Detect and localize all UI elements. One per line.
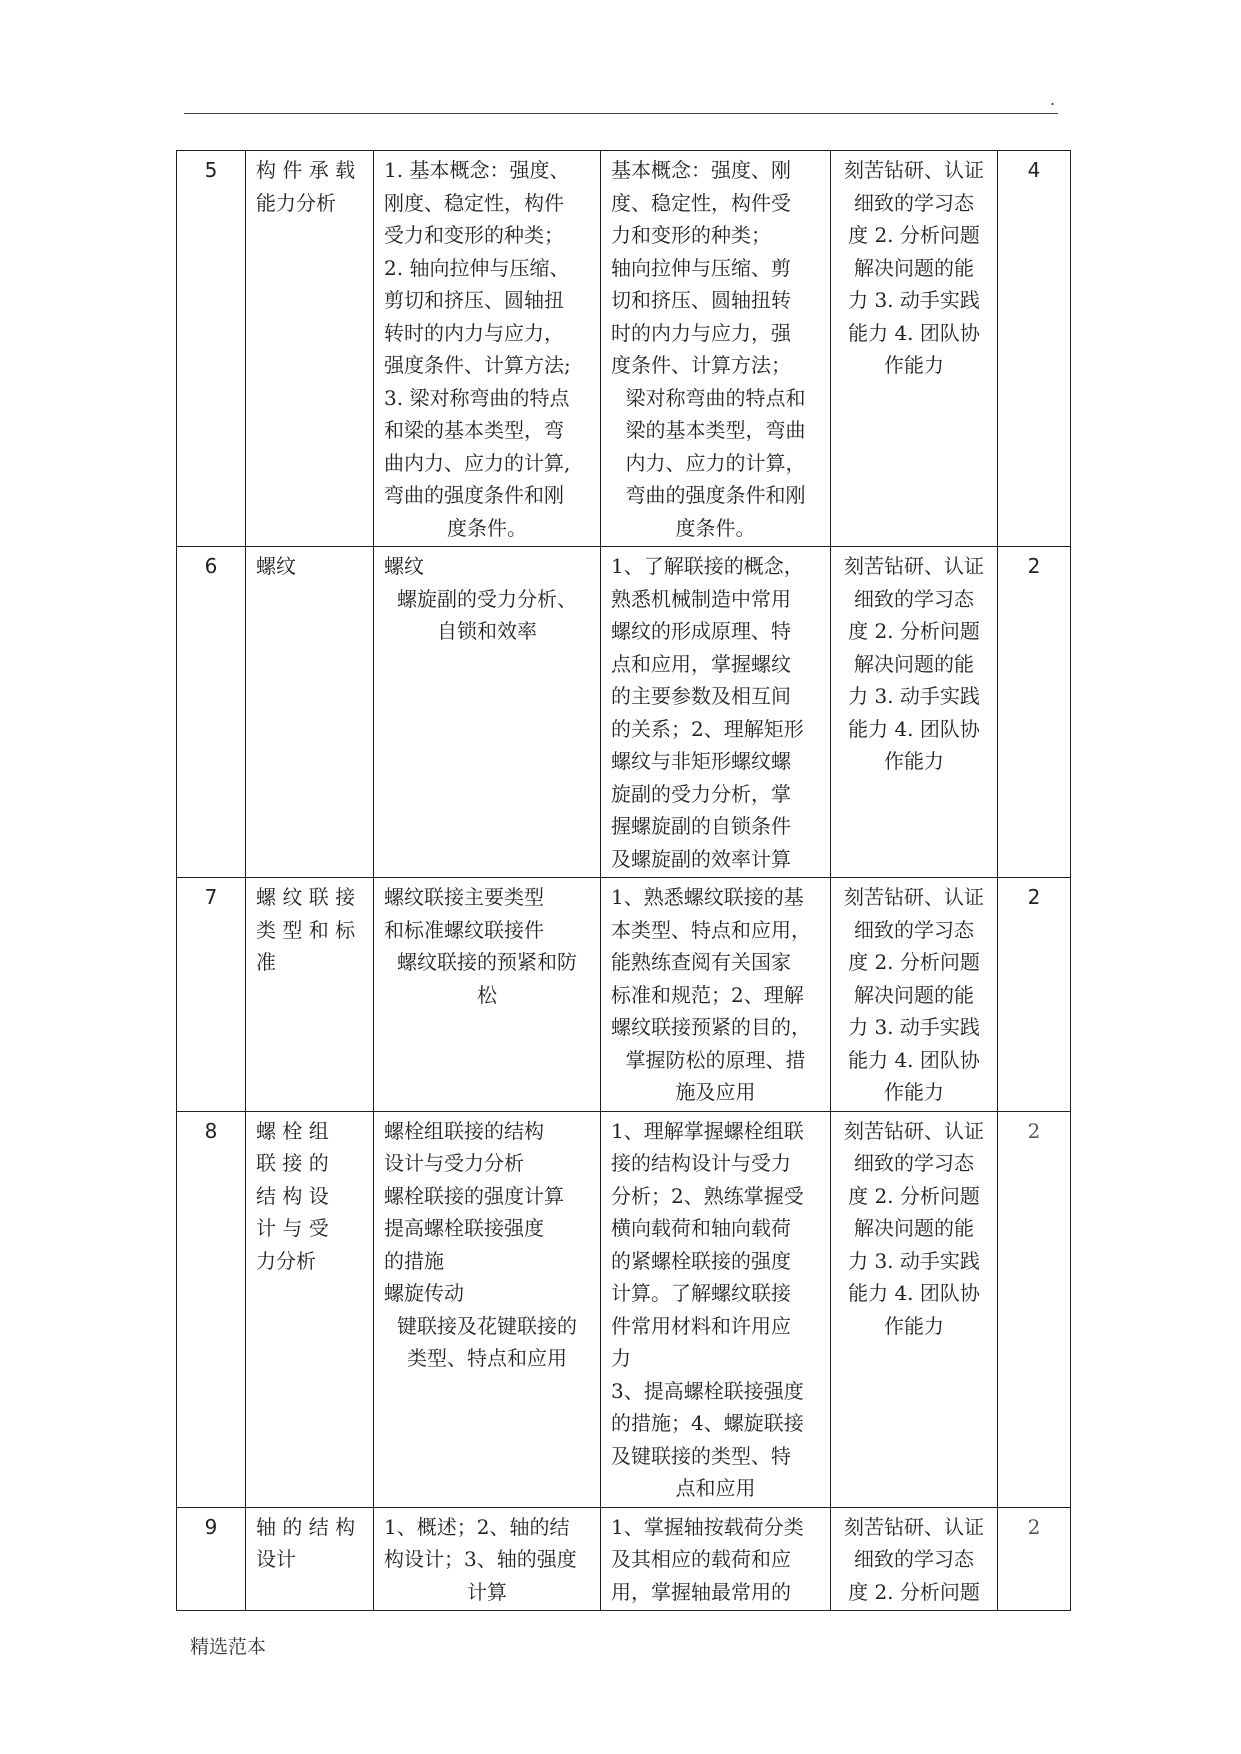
topic-cell [246,547,374,878]
requirement-cell-line: 掌握防松的原理、措 [625,1047,806,1072]
requirement-cell-line: 横向载荷和轴向载荷 [611,1216,791,1240]
requirement-cell-line: 1、理解掌握螺栓组联 [611,1118,804,1143]
quality-cell-line: 细致的学习态 [854,586,974,611]
quality-cell-line: 刻苦钻研、认证 [844,885,984,909]
quality-cell-line: 解决问题的能 [854,651,974,676]
requirement-cell-line: 旋副的受力分析，掌 [611,781,791,806]
quality-cell-line: 能力 4. 团队协 [848,1047,980,1072]
topic-cell-line: 类 型 和 标 [256,917,356,942]
quality-cell-line: 解决问题的能 [854,255,974,280]
topic-cell-line: 力分析 [256,1248,316,1273]
table-row [177,547,1071,878]
quality-cell-line: 度 2. 分析问题 [848,950,980,974]
quality-cell-line: 作能力 [884,749,944,773]
requirement-cell-line: 时的内力与应力，强 [611,320,791,345]
content-cell-line: 螺纹联接主要类型 [384,885,544,909]
quality-cell-line: 刻苦钻研、认证 [844,1514,984,1539]
quality-cell-line: 细致的学习态 [854,190,974,215]
topic-cell-line: 螺 栓 组 [256,1118,329,1143]
quality-cell-line: 作能力 [884,1313,944,1338]
quality-cell [831,547,998,878]
content-cell-line: 弯曲的强度条件和刚 [384,483,564,507]
requirement-cell-line: 梁的基本类型，弯曲 [625,418,806,442]
requirement-cell [601,1111,831,1507]
hours-cell: 2 [998,1507,1071,1611]
quality-cell [831,1111,998,1507]
quality-cell [831,151,998,547]
requirement-cell-line: 螺纹联接预紧的目的， [611,1015,811,1039]
requirement-cell-line: 施及应用 [675,1080,756,1104]
quality-cell-line: 解决问题的能 [854,1216,974,1240]
requirement-cell-line: 力 [611,1346,631,1370]
content-cell [374,1507,601,1611]
quality-cell-line: 作能力 [884,353,944,377]
requirement-cell-line: 用，掌握轴最常用的 [611,1579,791,1604]
quality-cell [831,1507,998,1611]
requirement-cell-line: 及螺旋副的效率计算 [611,846,791,871]
content-cell [374,151,601,547]
content-cell-line: 螺栓组联接的结构 [384,1118,544,1143]
content-cell-line: 强度条件、计算方法; [384,353,571,377]
quality-cell-line: 能力 4. 团队协 [848,1281,980,1305]
quality-cell-line: 细致的学习态 [854,1151,974,1175]
requirement-cell [601,151,831,547]
row-number: 5 [177,151,246,547]
content-cell-line: 类型、特点和应用 [407,1346,567,1370]
requirement-cell-line: 的紧螺栓联接的强度 [611,1248,791,1273]
requirement-cell-line: 的关系；2、理解矩形 [611,716,804,741]
requirement-cell-line: 度条件。 [675,515,756,540]
requirement-cell [601,547,831,878]
content-cell-line: 刚度、稳定性，构件 [384,190,564,215]
requirement-cell-line: 本类型、特点和应用， [611,917,811,942]
content-cell-line: 设计与受力分析 [384,1151,524,1175]
content-cell-line: 螺纹 [384,554,424,578]
requirement-cell-line: 1、掌握轴按载荷分类 [611,1514,804,1539]
quality-cell-line: 能力 4. 团队协 [848,320,980,345]
content-cell-line: 3. 梁对称弯曲的特点 [384,385,570,410]
requirement-cell-line: 轴向拉伸与压缩、剪 [611,255,791,280]
hours-cell: 2 [998,878,1071,1112]
topic-cell-line: 结 构 设 [256,1183,329,1208]
content-cell-line: 2. 轴向拉伸与压缩、 [384,255,570,280]
requirement-cell-line: 握螺旋副的自锁条件 [611,814,791,838]
quality-cell-line: 刻苦钻研、认证 [844,1118,984,1143]
requirement-cell [601,1507,831,1611]
hours-cell: 4 [998,151,1071,547]
topic-cell [246,1111,374,1507]
table-row [177,1507,1071,1611]
topic-cell-line: 螺 纹 联 接 [256,885,356,909]
requirement-cell-line: 能熟练查阅有关国家 [611,950,791,974]
table-row [177,151,1071,547]
quality-cell-line: 度 2. 分析问题 [848,619,980,643]
quality-cell-line: 细致的学习态 [854,1547,974,1571]
content-cell-line: 键联接及花键联接的 [397,1313,577,1338]
topic-cell [246,878,374,1112]
requirement-cell-line: 螺纹的形成原理、特 [611,619,791,643]
page-footer: 精选范本 [190,1636,267,1658]
quality-cell-line: 度 2. 分析问题 [848,223,980,247]
requirement-cell-line: 标准和规范；2、理解 [611,982,804,1007]
quality-cell-line: 解决问题的能 [854,982,974,1007]
topic-cell-line: 准 [256,950,276,974]
topic-cell-line: 联 接 的 [256,1151,329,1175]
content-cell-line: 和梁的基本类型，弯 [384,418,564,442]
topic-cell-line: 螺纹 [256,554,296,578]
content-cell-line: 螺旋传动 [384,1281,464,1305]
content-cell [374,1111,601,1507]
content-cell-line: 度条件。 [447,515,527,540]
syllabus-table [176,150,1071,1611]
topic-cell-line: 计 与 受 [256,1216,329,1240]
requirement-cell-line: 度、稳定性，构件受 [611,190,791,215]
row-number: 6 [177,547,246,878]
topic-cell-line: 能力分析 [256,190,336,215]
quality-cell [831,878,998,1112]
hours-cell: 2 [998,547,1071,878]
requirement-cell-line: 1、了解联接的概念， [611,554,804,578]
requirement-cell-line: 切和挤压、圆轴扭转 [611,288,791,312]
content-cell-line: 的措施 [384,1248,444,1273]
requirement-cell-line: 1、熟悉螺纹联接的基 [611,885,804,909]
row-number: 7 [177,878,246,1112]
requirement-cell-line: 螺纹与非矩形螺纹螺 [611,749,791,773]
content-cell [374,878,601,1112]
requirement-cell-line: 力和变形的种类； [611,223,771,247]
content-cell-line: 转时的内力与应力， [384,320,564,345]
quality-cell-line: 细致的学习态 [854,917,974,942]
row-number: 9 [177,1507,246,1611]
requirement-cell-line: 计算。了解螺纹联接 [611,1281,791,1305]
requirement-cell-line: 梁对称弯曲的特点和 [625,385,806,410]
content-cell-line: 受力和变形的种类； [384,223,564,247]
content-cell-line: 曲内力、应力的计算, [384,450,571,475]
topic-cell [246,151,374,547]
content-cell-line: 和标准螺纹联接件 [384,917,544,942]
requirement-cell-line: 内力、应力的计算， [625,450,806,475]
content-cell-line: 1. 基本概念：强度、 [384,158,570,182]
requirement-cell-line: 分析；2、熟练掌握受 [611,1183,804,1208]
content-cell-line: 计算 [467,1579,507,1604]
requirement-cell-line: 及键联接的类型、特 [611,1443,791,1468]
requirement-cell-line: 基本概念：强度、刚 [611,158,791,182]
quality-cell-line: 力 3. 动手实践 [848,1248,980,1273]
quality-cell-line: 作能力 [884,1080,944,1104]
quality-cell-line: 力 3. 动手实践 [848,684,980,708]
content-cell [374,547,601,878]
requirement-cell-line: 弯曲的强度条件和刚 [625,483,806,507]
content-cell-line: 螺纹联接的预紧和防 [397,950,577,974]
header-mark: . [1050,90,1056,109]
quality-cell-line: 刻苦钻研、认证 [844,158,984,182]
content-cell-line: 剪切和挤压、圆轴扭 [384,288,564,312]
requirement-cell-line: 接的结构设计与受力 [611,1151,791,1175]
table-row [177,878,1071,1112]
requirement-cell [601,878,831,1112]
quality-cell-line: 力 3. 动手实践 [848,1015,980,1039]
topic-cell [246,1507,374,1611]
content-cell-line: 构设计；3、轴的强度 [384,1547,577,1571]
requirement-cell-line: 及其相应的载荷和应 [611,1547,791,1571]
content-cell-line: 提高螺栓联接强度 [384,1216,544,1240]
requirement-cell-line: 件常用材料和许用应 [611,1313,791,1338]
quality-cell-line: 能力 4. 团队协 [848,716,980,741]
header-rule [184,113,1058,114]
content-cell-line: 螺旋副的受力分析、 [397,586,577,611]
requirement-cell-line: 的措施；4、螺旋联接 [611,1411,804,1435]
topic-cell-line: 轴 的 结 构 [256,1514,356,1539]
requirement-cell-line: 熟悉机械制造中常用 [611,586,791,611]
requirement-cell-line: 度条件、计算方法； [611,353,791,377]
topic-cell-line: 设计 [256,1547,296,1571]
topic-cell-line: 构 件 承 载 [256,158,356,182]
quality-cell-line: 刻苦钻研、认证 [844,554,984,578]
table-row [177,1111,1071,1507]
content-cell-line: 松 [477,982,497,1007]
quality-cell-line: 力 3. 动手实践 [848,288,980,312]
requirement-cell-line: 3、提高螺栓联接强度 [611,1378,804,1403]
content-cell-line: 1、概述；2、轴的结 [384,1514,570,1539]
requirement-cell-line: 点和应用 [675,1476,756,1500]
content-cell-line: 螺栓联接的强度计算 [384,1183,564,1208]
quality-cell-line: 度 2. 分析问题 [848,1183,980,1208]
content-cell-line: 自锁和效率 [437,619,537,643]
quality-cell-line: 度 2. 分析问题 [848,1579,980,1604]
row-number: 8 [177,1111,246,1507]
requirement-cell-line: 点和应用，掌握螺纹 [611,651,791,676]
requirement-cell-line: 的主要参数及相互间 [611,684,791,708]
hours-cell: 2 [998,1111,1071,1507]
table-body [177,151,1071,1611]
